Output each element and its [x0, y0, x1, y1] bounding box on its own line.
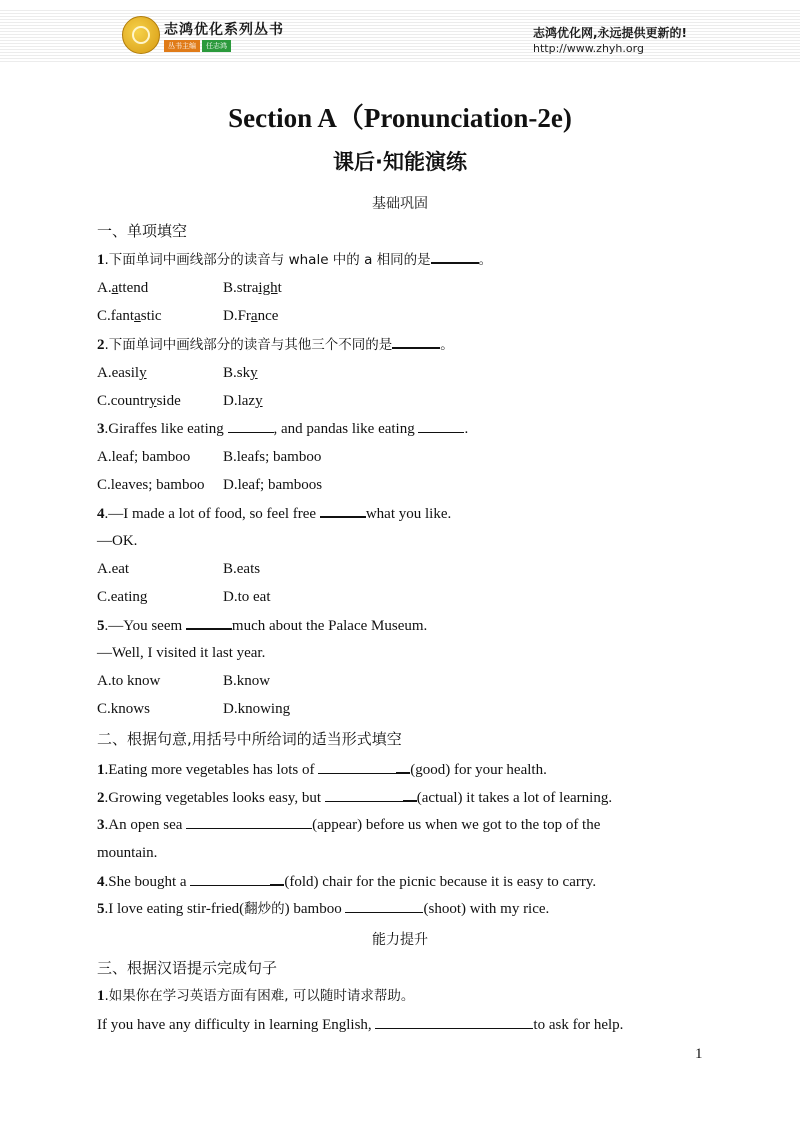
option-a: A.to know — [97, 673, 161, 689]
option-a: A.leaf; bamboo — [97, 449, 191, 465]
fill-item-2: 2.Growing vegetables looks easy, but (actual) it takes a lot of learning. — [97, 787, 612, 808]
header-url: http://www.zhyh.org — [533, 42, 644, 55]
question-number: 3 — [97, 421, 105, 437]
question-4-reply: —OK. — [97, 533, 138, 549]
editor-badges — [164, 40, 233, 52]
question-stem: .下面单词中画线部分的读音与 whale 中的 a 相同的是 — [104, 252, 431, 268]
question-4 — [97, 503, 451, 524]
part-advanced-heading: 能力提升 — [372, 932, 428, 948]
option-d: D.to eat — [223, 589, 271, 605]
question-text: much about the Palace Museum. — [231, 618, 428, 634]
page-header — [0, 0, 800, 70]
series-title: 志鸿优化系列丛书 — [164, 22, 284, 38]
logo-ring — [132, 26, 150, 44]
translate-item-1: 1.如果你在学习英语方面有困难, 可以随时请求帮助。 — [97, 988, 415, 1004]
option-c: C.knows — [97, 701, 150, 717]
question-end: 。 — [440, 337, 454, 353]
section-3-heading: 三、根据汉语提示完成句子 — [97, 959, 278, 977]
option-a: A.attend — [97, 280, 149, 296]
answer-blank[interactable] — [186, 615, 232, 630]
answer-blank[interactable] — [318, 760, 396, 774]
answer-blank[interactable] — [345, 899, 423, 913]
option-c: C.countryside — [97, 393, 181, 409]
option-b: B.leafs; bamboo — [223, 449, 322, 465]
fill-item-3: 3.An open sea (appear) before us when we got to the top of the — [97, 817, 601, 833]
editor-name: 任志鸿 — [202, 40, 231, 52]
section-2-heading: 二、根据句意,用括号中所给词的适当形式填空 — [97, 730, 402, 748]
option-d: D.leaf; bamboos — [223, 477, 323, 493]
option-c: C.leaves; bamboo — [97, 477, 205, 493]
option-a: A.easily — [97, 365, 147, 381]
answer-blank[interactable] — [228, 419, 274, 433]
option-c: C.fantastic — [97, 308, 162, 324]
page-title: Section A（Pronunciation-2e) — [228, 103, 572, 133]
answer-blank[interactable] — [431, 249, 479, 264]
question-number: 4 — [97, 506, 105, 522]
part-basic-heading: 基础巩固 — [372, 196, 428, 212]
answer-blank[interactable] — [325, 788, 403, 802]
option-b: B.sky — [223, 365, 258, 381]
answer-blank[interactable] — [392, 334, 440, 349]
option-d: D.lazy — [223, 393, 263, 409]
option-d: D.France — [223, 308, 279, 324]
answer-blank[interactable] — [190, 872, 270, 886]
option-b: B.eats — [223, 561, 261, 577]
answer-blank[interactable] — [375, 1015, 533, 1029]
question-number: 1 — [97, 252, 105, 268]
answer-blank-tail — [403, 787, 417, 802]
question-1 — [97, 249, 492, 270]
answer-blank-tail — [270, 871, 284, 886]
option-c: C.eating — [97, 589, 148, 605]
option-d: D.knowing — [223, 701, 291, 717]
question-5-reply: —Well, I visited it last year. — [97, 645, 266, 661]
page-subtitle: 课后·知能演练 — [333, 150, 467, 174]
question-2 — [97, 334, 454, 355]
section-1-heading: 一、单项填空 — [97, 222, 188, 240]
fill-item-5: 5.I love eating stir-fried(翻炒的) bamboo (shoot) with my rice. — [97, 901, 550, 917]
answer-blank-tail — [396, 759, 410, 774]
question-end: 。 — [478, 252, 493, 268]
question-text: .—I made a lot of food, so feel free — [104, 506, 320, 522]
translate-item-1-answer: If you have any difficulty in learning English, to ask for help. — [97, 1017, 624, 1033]
answer-blank[interactable] — [418, 419, 464, 433]
question-number: 2 — [97, 337, 105, 353]
question-text: , and pandas like eating — [273, 421, 419, 437]
editor-label: 丛书主编 — [164, 40, 200, 52]
option-b: B.know — [223, 673, 271, 689]
question-text: .Giraffes like eating — [104, 421, 228, 437]
question-text: what you like. — [365, 506, 452, 522]
page-number: 1 — [695, 1046, 703, 1062]
question-text: .—You seem — [104, 618, 186, 634]
question-stem: .下面单词中画线部分的读音与其他三个不同的是 — [104, 337, 393, 353]
question-5 — [97, 615, 427, 636]
question-3 — [97, 419, 468, 439]
fill-item-4: 4.She bought a (fold) chair for the picnic because it is easy to carry. — [97, 871, 596, 892]
question-number: 5 — [97, 618, 105, 634]
answer-blank[interactable] — [186, 815, 312, 829]
fill-item-3-continued: mountain. — [97, 845, 158, 861]
publisher-logo-icon — [122, 16, 160, 54]
answer-blank[interactable] — [320, 503, 366, 518]
question-text: . — [464, 421, 469, 437]
header-slogan: 志鸿优化网,永远提供更新的! — [533, 26, 688, 40]
option-b: B.straight — [223, 280, 282, 296]
option-a: A.eat — [97, 561, 130, 577]
fill-item-1: 1.Eating more vegetables has lots of (good) for your health. — [97, 759, 547, 780]
